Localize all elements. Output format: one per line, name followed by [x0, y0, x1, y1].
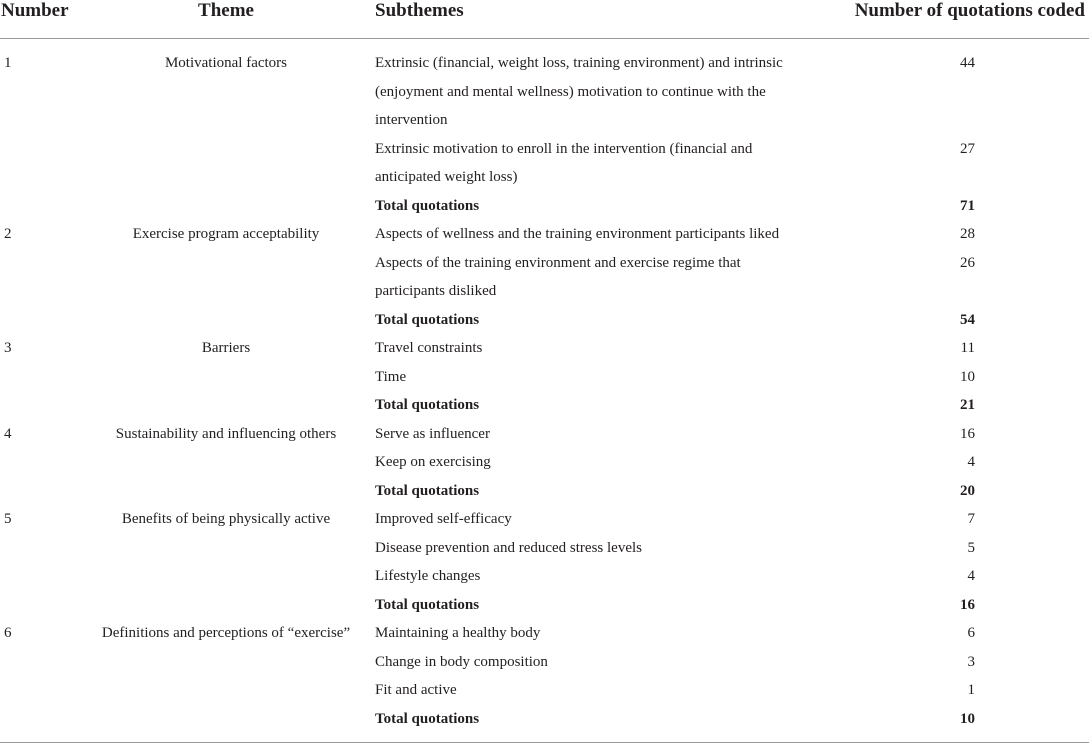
- row-count: 28: [960, 226, 975, 242]
- header-theme: Theme: [96, 0, 366, 39]
- row-theme: Benefits of being physically active: [121, 511, 331, 527]
- row-theme: [96, 534, 366, 563]
- row-count: 4: [967, 568, 975, 584]
- header-number: Number: [0, 0, 96, 39]
- total-count: 20: [960, 482, 975, 499]
- row-theme: [96, 676, 366, 705]
- row-count: 11: [960, 340, 975, 356]
- row-count: 26: [960, 254, 975, 271]
- row-number: [0, 676, 96, 705]
- row-count: 6: [967, 625, 975, 641]
- row-number: [0, 192, 96, 221]
- row-subtheme: Serve as influencer: [375, 425, 490, 442]
- row-count: 5: [967, 539, 975, 556]
- total-label: Total quotations: [375, 482, 480, 499]
- header-row: [0, 0, 1089, 39]
- total-label: Total quotations: [375, 596, 480, 613]
- table-row: [0, 420, 1089, 449]
- table-row: [0, 534, 1089, 563]
- total-row: [0, 192, 1089, 221]
- table-row: [0, 648, 1089, 677]
- row-count: 27: [960, 140, 975, 157]
- row-number: [0, 534, 96, 563]
- total-label: Total quotations: [375, 710, 480, 727]
- table-row: [0, 334, 1089, 363]
- table-row: [0, 363, 1089, 392]
- row-subtheme: Improved self-efficacy: [375, 511, 512, 527]
- row-theme: Barriers: [201, 340, 251, 356]
- total-row: [0, 477, 1089, 506]
- row-number: 1: [4, 55, 12, 71]
- total-count: 10: [960, 710, 975, 727]
- row-number: [0, 648, 96, 677]
- total-count: 21: [960, 397, 975, 413]
- table-row: [0, 220, 1089, 249]
- table-row: [0, 249, 1089, 306]
- total-count: 16: [960, 596, 975, 613]
- row-number: [0, 477, 96, 506]
- table-bottom-rule: [0, 742, 1089, 743]
- row-subtheme: Aspects of wellness and the training environment participants liked: [375, 226, 780, 242]
- table-header: [0, 0, 1089, 39]
- row-theme: [96, 705, 366, 734]
- row-subtheme: Extrinsic motivation to enroll in the intervention (financial and anticipated weight loss): [375, 140, 753, 185]
- total-row: [0, 391, 1089, 420]
- total-row: [0, 591, 1089, 620]
- row-subtheme: Maintaining a healthy body: [375, 625, 541, 641]
- row-count: 10: [960, 368, 975, 385]
- row-subtheme: Extrinsic (financial, weight loss, training environment) and intrinsic (enjoyment and mental wellness) motivation to continue with the intervention: [375, 55, 783, 128]
- row-theme: [96, 648, 366, 677]
- row-number: 5: [4, 511, 12, 527]
- row-count: 44: [960, 55, 975, 71]
- row-number: [0, 591, 96, 620]
- total-row: [0, 306, 1089, 335]
- row-subtheme: Change in body composition: [375, 653, 548, 670]
- row-theme: Motivational factors: [164, 55, 288, 71]
- table-row: [0, 619, 1089, 648]
- header-subthemes: Subthemes: [366, 0, 824, 39]
- table-body: [0, 39, 1089, 734]
- table-row: [0, 676, 1089, 705]
- row-number: 4: [4, 425, 12, 442]
- row-subtheme: Time: [375, 368, 407, 385]
- row-theme: [96, 391, 366, 420]
- row-count: 3: [967, 653, 975, 670]
- row-number: [0, 135, 96, 192]
- row-number: [0, 249, 96, 306]
- row-subtheme: Travel constraints: [375, 340, 483, 356]
- row-theme: [96, 591, 366, 620]
- table-row: [0, 505, 1089, 534]
- row-subtheme: Keep on exercising: [375, 454, 491, 470]
- table-row: [0, 448, 1089, 477]
- table-row: [0, 135, 1089, 192]
- row-subtheme: Disease prevention and reduced stress levels: [375, 539, 642, 556]
- header-quotation-count: Number of quotations coded: [824, 0, 1089, 39]
- table-row: [0, 39, 1089, 135]
- row-theme: Definitions and perceptions of “exercise”: [101, 625, 351, 641]
- row-number: [0, 562, 96, 591]
- row-theme: [96, 363, 366, 392]
- table-row: [0, 562, 1089, 591]
- row-theme: Exercise program acceptability: [132, 226, 320, 242]
- row-count: 7: [967, 511, 975, 527]
- row-number: [0, 306, 96, 335]
- row-number: [0, 391, 96, 420]
- total-count: 71: [960, 197, 975, 214]
- row-count: 16: [960, 425, 975, 442]
- total-label: Total quotations: [375, 397, 480, 413]
- total-row: [0, 705, 1089, 734]
- row-theme: [96, 448, 366, 477]
- row-number: [0, 705, 96, 734]
- row-theme: [96, 306, 366, 335]
- row-count: 4: [967, 454, 975, 470]
- row-number: 3: [4, 340, 12, 356]
- row-subtheme: Lifestyle changes: [375, 568, 481, 584]
- total-count: 54: [960, 311, 975, 328]
- row-number: 2: [4, 226, 12, 242]
- total-label: Total quotations: [375, 311, 480, 328]
- row-theme: Sustainability and influencing others: [115, 425, 337, 442]
- row-number: 6: [4, 625, 12, 641]
- row-subtheme: Aspects of the training environment and exercise regime that participants disliked: [375, 254, 741, 299]
- row-theme: [96, 192, 366, 221]
- row-subtheme: Fit and active: [375, 682, 457, 698]
- row-theme: [96, 249, 366, 306]
- row-theme: [96, 135, 366, 192]
- row-number: [0, 363, 96, 392]
- row-theme: [96, 562, 366, 591]
- row-count: 1: [967, 682, 975, 698]
- row-theme: [96, 477, 366, 506]
- total-label: Total quotations: [375, 197, 480, 214]
- row-number: [0, 448, 96, 477]
